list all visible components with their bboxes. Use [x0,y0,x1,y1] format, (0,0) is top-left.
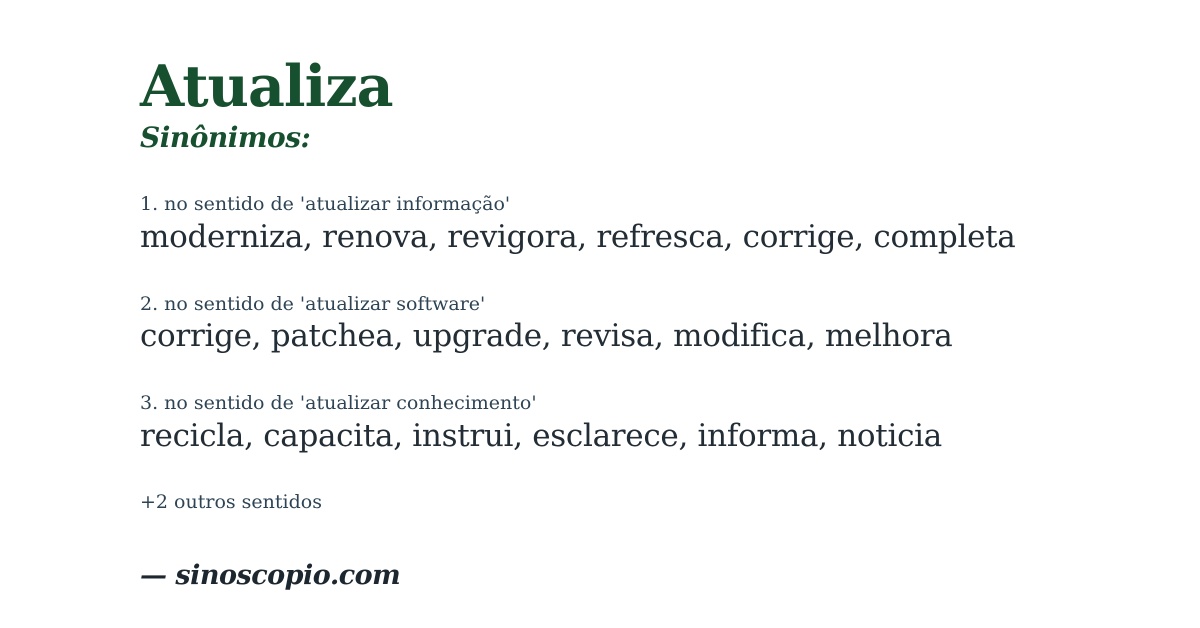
sense-item-1 [140,192,1140,259]
sense-label: 1. no sentido de 'atualizar informação' [140,193,511,215]
source-attribution: — sinoscopio.com [140,559,401,591]
senses-list [140,192,1140,458]
sense-label: 2. no sentido de 'atualizar software' [140,292,486,315]
sense-item-3 [140,391,1140,458]
more-senses-note: +2 outros sentidos [140,490,322,513]
sense-item-2 [140,292,1140,359]
sense-synonyms: moderniza, renova, revigora, refresca, corrige, completa [140,218,1016,255]
synonyms-subtitle: Sinônimos: [140,121,311,154]
page-title: Atualiza [140,53,393,120]
sense-synonyms: corrige, patchea, upgrade, revisa, modifica, melhora [140,318,953,355]
sense-synonyms: recicla, capacita, instrui, esclarece, informa, noticia [140,417,942,454]
sense-label: 3. no sentido de 'atualizar conhecimento' [140,392,537,415]
